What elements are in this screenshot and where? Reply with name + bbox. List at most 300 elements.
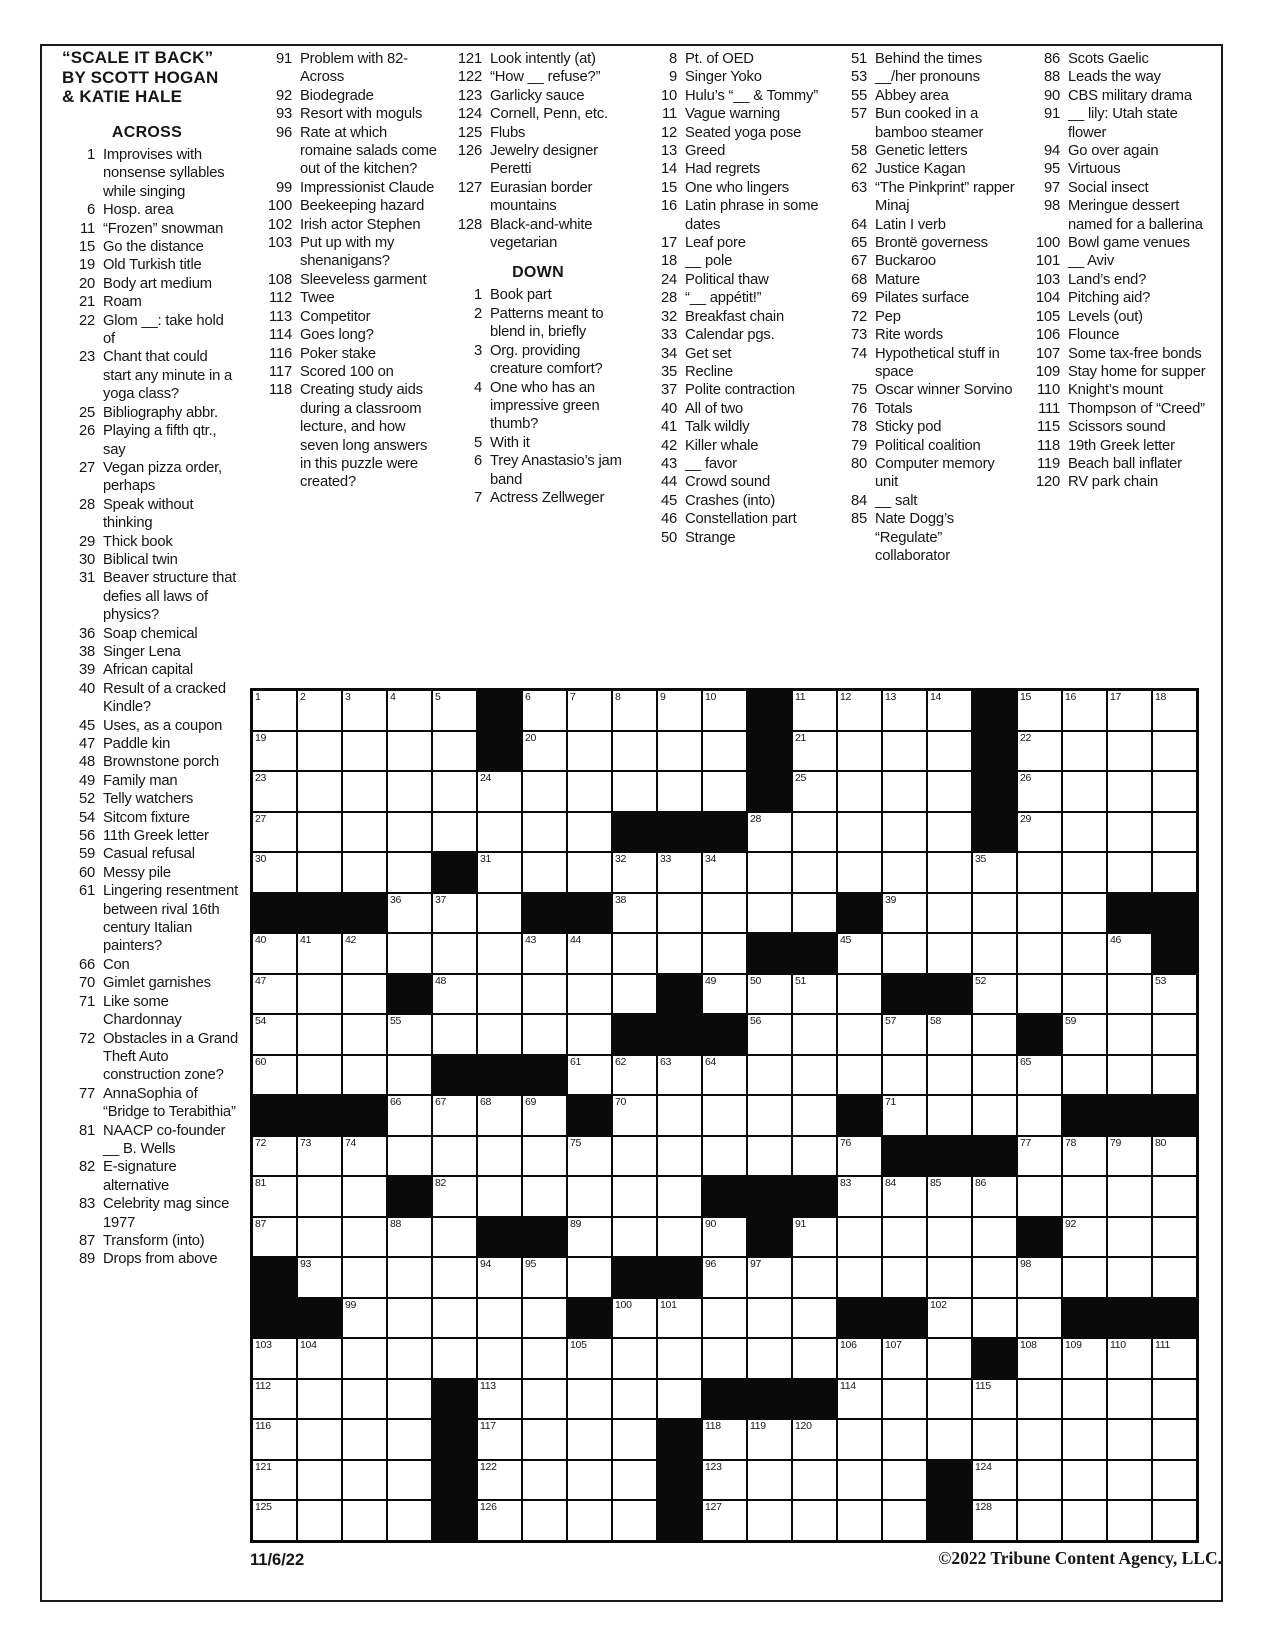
grid-cell[interactable] bbox=[1153, 1501, 1196, 1540]
grid-cell[interactable] bbox=[433, 1177, 476, 1216]
grid-cell[interactable] bbox=[973, 934, 1016, 973]
grid-cell[interactable] bbox=[1153, 1015, 1196, 1054]
grid-cell[interactable] bbox=[433, 1218, 476, 1257]
grid-cell[interactable] bbox=[478, 894, 521, 933]
grid-cell[interactable] bbox=[658, 1218, 701, 1257]
grid-cell[interactable] bbox=[748, 1501, 791, 1540]
grid-cell[interactable] bbox=[1108, 813, 1151, 852]
grid-cell[interactable] bbox=[928, 691, 971, 730]
grid-cell[interactable] bbox=[1018, 813, 1061, 852]
grid-cell[interactable] bbox=[478, 1380, 521, 1419]
grid-cell[interactable] bbox=[1108, 691, 1151, 730]
grid-cell[interactable] bbox=[253, 1137, 296, 1176]
grid-cell[interactable] bbox=[748, 1137, 791, 1176]
grid-cell[interactable] bbox=[1108, 853, 1151, 892]
grid-cell[interactable] bbox=[253, 732, 296, 771]
grid-cell[interactable] bbox=[343, 813, 386, 852]
grid-cell[interactable] bbox=[1018, 1420, 1061, 1459]
grid-cell[interactable] bbox=[703, 1461, 746, 1500]
grid-cell[interactable] bbox=[343, 732, 386, 771]
grid-cell[interactable] bbox=[298, 772, 341, 811]
grid-cell[interactable] bbox=[793, 1461, 836, 1500]
grid-cell[interactable] bbox=[343, 1339, 386, 1378]
grid-cell[interactable] bbox=[793, 1420, 836, 1459]
grid-cell[interactable] bbox=[1063, 813, 1106, 852]
grid-cell[interactable] bbox=[388, 732, 431, 771]
grid-cell[interactable] bbox=[568, 732, 611, 771]
grid-cell[interactable] bbox=[388, 1299, 431, 1338]
grid-cell[interactable] bbox=[793, 1096, 836, 1135]
grid-cell[interactable] bbox=[658, 772, 701, 811]
grid-cell[interactable] bbox=[478, 772, 521, 811]
grid-cell[interactable] bbox=[883, 1420, 926, 1459]
grid-cell[interactable] bbox=[703, 1299, 746, 1338]
grid-cell[interactable] bbox=[973, 1096, 1016, 1135]
grid-cell[interactable] bbox=[253, 1501, 296, 1540]
grid-cell[interactable] bbox=[703, 1339, 746, 1378]
grid-cell[interactable] bbox=[523, 1096, 566, 1135]
grid-cell[interactable] bbox=[343, 1299, 386, 1338]
grid-cell[interactable] bbox=[883, 853, 926, 892]
grid-cell[interactable] bbox=[928, 853, 971, 892]
grid-cell[interactable] bbox=[658, 1177, 701, 1216]
grid-cell[interactable] bbox=[1063, 934, 1106, 973]
grid-cell[interactable] bbox=[1108, 1258, 1151, 1297]
grid-cell[interactable] bbox=[703, 934, 746, 973]
grid-cell[interactable] bbox=[838, 1177, 881, 1216]
grid-cell[interactable] bbox=[253, 975, 296, 1014]
grid-cell[interactable] bbox=[478, 853, 521, 892]
grid-cell[interactable] bbox=[1063, 732, 1106, 771]
grid-cell[interactable] bbox=[658, 934, 701, 973]
grid-cell[interactable] bbox=[253, 1461, 296, 1500]
grid-cell[interactable] bbox=[883, 1380, 926, 1419]
grid-cell[interactable] bbox=[703, 1218, 746, 1257]
grid-cell[interactable] bbox=[388, 1015, 431, 1054]
grid-cell[interactable] bbox=[928, 934, 971, 973]
grid-cell[interactable] bbox=[478, 934, 521, 973]
grid-cell[interactable] bbox=[298, 853, 341, 892]
grid-cell[interactable] bbox=[973, 1015, 1016, 1054]
grid-cell[interactable] bbox=[1153, 1461, 1196, 1500]
grid-cell[interactable] bbox=[253, 1056, 296, 1095]
grid-cell[interactable] bbox=[388, 894, 431, 933]
grid-cell[interactable] bbox=[613, 1420, 656, 1459]
grid-cell[interactable] bbox=[793, 1339, 836, 1378]
grid-cell[interactable] bbox=[928, 1056, 971, 1095]
grid-cell[interactable] bbox=[298, 1218, 341, 1257]
grid-cell[interactable] bbox=[478, 1339, 521, 1378]
grid-cell[interactable] bbox=[928, 1177, 971, 1216]
grid-cell[interactable] bbox=[478, 975, 521, 1014]
grid-cell[interactable] bbox=[1018, 1137, 1061, 1176]
grid-cell[interactable] bbox=[703, 1501, 746, 1540]
grid-cell[interactable] bbox=[1108, 1339, 1151, 1378]
grid-cell[interactable] bbox=[523, 934, 566, 973]
grid-cell[interactable] bbox=[793, 1299, 836, 1338]
grid-cell[interactable] bbox=[883, 1096, 926, 1135]
grid-cell[interactable] bbox=[478, 1177, 521, 1216]
grid-cell[interactable] bbox=[568, 1137, 611, 1176]
grid-cell[interactable] bbox=[838, 691, 881, 730]
grid-cell[interactable] bbox=[1108, 1380, 1151, 1419]
grid-cell[interactable] bbox=[298, 1420, 341, 1459]
grid-cell[interactable] bbox=[658, 691, 701, 730]
grid-cell[interactable] bbox=[703, 894, 746, 933]
grid-cell[interactable] bbox=[793, 975, 836, 1014]
grid-cell[interactable] bbox=[748, 1015, 791, 1054]
grid-cell[interactable] bbox=[658, 1339, 701, 1378]
grid-cell[interactable] bbox=[928, 1096, 971, 1135]
grid-cell[interactable] bbox=[343, 1258, 386, 1297]
grid-cell[interactable] bbox=[1108, 1015, 1151, 1054]
grid-cell[interactable] bbox=[1153, 1380, 1196, 1419]
grid-cell[interactable] bbox=[973, 894, 1016, 933]
grid-cell[interactable] bbox=[568, 934, 611, 973]
grid-cell[interactable] bbox=[883, 1015, 926, 1054]
grid-cell[interactable] bbox=[703, 975, 746, 1014]
grid-cell[interactable] bbox=[883, 691, 926, 730]
grid-cell[interactable] bbox=[343, 1015, 386, 1054]
grid-cell[interactable] bbox=[658, 1380, 701, 1419]
grid-cell[interactable] bbox=[1018, 1096, 1061, 1135]
grid-cell[interactable] bbox=[388, 853, 431, 892]
grid-cell[interactable] bbox=[478, 1461, 521, 1500]
grid-cell[interactable] bbox=[478, 1137, 521, 1176]
grid-cell[interactable] bbox=[883, 732, 926, 771]
grid-cell[interactable] bbox=[388, 1096, 431, 1135]
grid-cell[interactable] bbox=[793, 1218, 836, 1257]
grid-cell[interactable] bbox=[568, 1339, 611, 1378]
grid-cell[interactable] bbox=[928, 732, 971, 771]
grid-cell[interactable] bbox=[388, 813, 431, 852]
grid-cell[interactable] bbox=[298, 1177, 341, 1216]
grid-cell[interactable] bbox=[838, 1218, 881, 1257]
grid-cell[interactable] bbox=[343, 1501, 386, 1540]
grid-cell[interactable] bbox=[1063, 1137, 1106, 1176]
grid-cell[interactable] bbox=[298, 1339, 341, 1378]
grid-cell[interactable] bbox=[433, 813, 476, 852]
grid-cell[interactable] bbox=[388, 772, 431, 811]
grid-cell[interactable] bbox=[793, 1258, 836, 1297]
grid-cell[interactable] bbox=[1153, 691, 1196, 730]
grid-cell[interactable] bbox=[433, 691, 476, 730]
grid-cell[interactable] bbox=[478, 1501, 521, 1540]
grid-cell[interactable] bbox=[298, 1015, 341, 1054]
grid-cell[interactable] bbox=[1153, 1258, 1196, 1297]
grid-cell[interactable] bbox=[973, 1056, 1016, 1095]
grid-cell[interactable] bbox=[523, 1299, 566, 1338]
grid-cell[interactable] bbox=[1153, 1420, 1196, 1459]
grid-cell[interactable] bbox=[1108, 732, 1151, 771]
grid-cell[interactable] bbox=[523, 1177, 566, 1216]
grid-cell[interactable] bbox=[433, 1258, 476, 1297]
grid-cell[interactable] bbox=[613, 1339, 656, 1378]
grid-cell[interactable] bbox=[838, 732, 881, 771]
grid-cell[interactable] bbox=[523, 853, 566, 892]
grid-cell[interactable] bbox=[523, 975, 566, 1014]
grid-cell[interactable] bbox=[973, 1380, 1016, 1419]
grid-cell[interactable] bbox=[793, 772, 836, 811]
grid-cell[interactable] bbox=[613, 1461, 656, 1500]
grid-cell[interactable] bbox=[1153, 1339, 1196, 1378]
grid-cell[interactable] bbox=[928, 772, 971, 811]
grid-cell[interactable] bbox=[523, 691, 566, 730]
grid-cell[interactable] bbox=[973, 1258, 1016, 1297]
grid-cell[interactable] bbox=[703, 732, 746, 771]
grid-cell[interactable] bbox=[523, 1501, 566, 1540]
grid-cell[interactable] bbox=[298, 1056, 341, 1095]
grid-cell[interactable] bbox=[883, 1339, 926, 1378]
grid-cell[interactable] bbox=[703, 772, 746, 811]
grid-cell[interactable] bbox=[568, 1177, 611, 1216]
grid-cell[interactable] bbox=[613, 1299, 656, 1338]
grid-cell[interactable] bbox=[523, 1380, 566, 1419]
grid-cell[interactable] bbox=[1063, 1380, 1106, 1419]
grid-cell[interactable] bbox=[883, 1218, 926, 1257]
grid-cell[interactable] bbox=[1018, 691, 1061, 730]
grid-cell[interactable] bbox=[613, 975, 656, 1014]
grid-cell[interactable] bbox=[658, 1056, 701, 1095]
grid-cell[interactable] bbox=[1153, 975, 1196, 1014]
grid-cell[interactable] bbox=[1108, 975, 1151, 1014]
grid-cell[interactable] bbox=[433, 1137, 476, 1176]
grid-cell[interactable] bbox=[1108, 1177, 1151, 1216]
grid-cell[interactable] bbox=[973, 975, 1016, 1014]
grid-cell[interactable] bbox=[748, 853, 791, 892]
grid-cell[interactable] bbox=[613, 1501, 656, 1540]
grid-cell[interactable] bbox=[1153, 1137, 1196, 1176]
grid-cell[interactable] bbox=[928, 1015, 971, 1054]
grid-cell[interactable] bbox=[1018, 1339, 1061, 1378]
grid-cell[interactable] bbox=[838, 813, 881, 852]
grid-cell[interactable] bbox=[568, 853, 611, 892]
grid-cell[interactable] bbox=[1153, 772, 1196, 811]
grid-cell[interactable] bbox=[253, 1339, 296, 1378]
grid-cell[interactable] bbox=[928, 813, 971, 852]
grid-cell[interactable] bbox=[703, 1420, 746, 1459]
grid-cell[interactable] bbox=[1108, 1056, 1151, 1095]
grid-cell[interactable] bbox=[298, 1137, 341, 1176]
grid-cell[interactable] bbox=[793, 732, 836, 771]
grid-cell[interactable] bbox=[523, 772, 566, 811]
grid-cell[interactable] bbox=[343, 1177, 386, 1216]
grid-cell[interactable] bbox=[973, 1177, 1016, 1216]
grid-cell[interactable] bbox=[1063, 894, 1106, 933]
grid-cell[interactable] bbox=[793, 1015, 836, 1054]
grid-cell[interactable] bbox=[838, 1380, 881, 1419]
grid-cell[interactable] bbox=[703, 1258, 746, 1297]
grid-cell[interactable] bbox=[253, 813, 296, 852]
grid-cell[interactable] bbox=[568, 813, 611, 852]
grid-cell[interactable] bbox=[253, 1218, 296, 1257]
grid-cell[interactable] bbox=[1063, 1258, 1106, 1297]
grid-cell[interactable] bbox=[253, 1380, 296, 1419]
grid-cell[interactable] bbox=[703, 1137, 746, 1176]
grid-cell[interactable] bbox=[343, 691, 386, 730]
grid-cell[interactable] bbox=[523, 1420, 566, 1459]
grid-cell[interactable] bbox=[343, 975, 386, 1014]
grid-cell[interactable] bbox=[298, 1380, 341, 1419]
grid-cell[interactable] bbox=[433, 1299, 476, 1338]
grid-cell[interactable] bbox=[748, 1299, 791, 1338]
grid-cell[interactable] bbox=[1108, 1137, 1151, 1176]
grid-cell[interactable] bbox=[793, 1137, 836, 1176]
grid-cell[interactable] bbox=[523, 1461, 566, 1500]
grid-cell[interactable] bbox=[703, 1096, 746, 1135]
grid-cell[interactable] bbox=[298, 1461, 341, 1500]
grid-cell[interactable] bbox=[388, 1461, 431, 1500]
grid-cell[interactable] bbox=[433, 772, 476, 811]
grid-cell[interactable] bbox=[1018, 1177, 1061, 1216]
grid-cell[interactable] bbox=[568, 772, 611, 811]
grid-cell[interactable] bbox=[298, 1501, 341, 1540]
grid-cell[interactable] bbox=[748, 1056, 791, 1095]
grid-cell[interactable] bbox=[883, 934, 926, 973]
grid-cell[interactable] bbox=[298, 1258, 341, 1297]
grid-cell[interactable] bbox=[298, 732, 341, 771]
grid-cell[interactable] bbox=[838, 772, 881, 811]
grid-cell[interactable] bbox=[343, 1380, 386, 1419]
grid-cell[interactable] bbox=[928, 1380, 971, 1419]
grid-cell[interactable] bbox=[613, 732, 656, 771]
grid-cell[interactable] bbox=[253, 1177, 296, 1216]
grid-cell[interactable] bbox=[613, 1218, 656, 1257]
grid-cell[interactable] bbox=[388, 934, 431, 973]
grid-cell[interactable] bbox=[748, 1096, 791, 1135]
grid-cell[interactable] bbox=[1018, 1380, 1061, 1419]
grid-cell[interactable] bbox=[298, 975, 341, 1014]
grid-cell[interactable] bbox=[478, 1015, 521, 1054]
grid-cell[interactable] bbox=[253, 853, 296, 892]
grid-cell[interactable] bbox=[838, 1015, 881, 1054]
grid-cell[interactable] bbox=[523, 1339, 566, 1378]
grid-cell[interactable] bbox=[1153, 853, 1196, 892]
grid-cell[interactable] bbox=[343, 853, 386, 892]
grid-cell[interactable] bbox=[883, 772, 926, 811]
grid-cell[interactable] bbox=[253, 934, 296, 973]
grid-cell[interactable] bbox=[388, 1056, 431, 1095]
grid-cell[interactable] bbox=[433, 1339, 476, 1378]
grid-cell[interactable] bbox=[433, 732, 476, 771]
grid-cell[interactable] bbox=[388, 1137, 431, 1176]
grid-cell[interactable] bbox=[523, 1137, 566, 1176]
grid-cell[interactable] bbox=[343, 1056, 386, 1095]
grid-cell[interactable] bbox=[298, 934, 341, 973]
grid-cell[interactable] bbox=[343, 1461, 386, 1500]
grid-cell[interactable] bbox=[748, 894, 791, 933]
grid-cell[interactable] bbox=[793, 813, 836, 852]
grid-cell[interactable] bbox=[478, 813, 521, 852]
grid-cell[interactable] bbox=[973, 1420, 1016, 1459]
grid-cell[interactable] bbox=[838, 1056, 881, 1095]
grid-cell[interactable] bbox=[658, 1137, 701, 1176]
grid-cell[interactable] bbox=[388, 691, 431, 730]
grid-cell[interactable] bbox=[613, 1177, 656, 1216]
grid-cell[interactable] bbox=[1063, 1339, 1106, 1378]
grid-cell[interactable] bbox=[1018, 853, 1061, 892]
grid-cell[interactable] bbox=[838, 1258, 881, 1297]
grid-cell[interactable] bbox=[568, 691, 611, 730]
grid-cell[interactable] bbox=[568, 1218, 611, 1257]
grid-cell[interactable] bbox=[433, 1096, 476, 1135]
grid-cell[interactable] bbox=[838, 1461, 881, 1500]
grid-cell[interactable] bbox=[1153, 732, 1196, 771]
grid-cell[interactable] bbox=[478, 1258, 521, 1297]
grid-cell[interactable] bbox=[613, 1380, 656, 1419]
grid-cell[interactable] bbox=[1063, 1501, 1106, 1540]
grid-cell[interactable] bbox=[1063, 772, 1106, 811]
grid-cell[interactable] bbox=[793, 853, 836, 892]
grid-cell[interactable] bbox=[838, 1501, 881, 1540]
grid-cell[interactable] bbox=[433, 975, 476, 1014]
grid-cell[interactable] bbox=[883, 1258, 926, 1297]
grid-cell[interactable] bbox=[1018, 772, 1061, 811]
grid-cell[interactable] bbox=[253, 1015, 296, 1054]
grid-cell[interactable] bbox=[658, 853, 701, 892]
grid-cell[interactable] bbox=[568, 1015, 611, 1054]
grid-cell[interactable] bbox=[568, 1258, 611, 1297]
grid-cell[interactable] bbox=[1063, 1015, 1106, 1054]
grid-cell[interactable] bbox=[748, 1258, 791, 1297]
grid-cell[interactable] bbox=[568, 1420, 611, 1459]
grid-cell[interactable] bbox=[478, 1420, 521, 1459]
grid-cell[interactable] bbox=[1153, 1177, 1196, 1216]
grid-cell[interactable] bbox=[1108, 1461, 1151, 1500]
grid-cell[interactable] bbox=[973, 1501, 1016, 1540]
grid-cell[interactable] bbox=[838, 934, 881, 973]
grid-cell[interactable] bbox=[568, 1380, 611, 1419]
grid-cell[interactable] bbox=[793, 691, 836, 730]
grid-cell[interactable] bbox=[1153, 813, 1196, 852]
grid-cell[interactable] bbox=[1063, 1420, 1106, 1459]
grid-cell[interactable] bbox=[973, 1299, 1016, 1338]
grid-cell[interactable] bbox=[253, 691, 296, 730]
grid-cell[interactable] bbox=[343, 772, 386, 811]
grid-cell[interactable] bbox=[928, 1218, 971, 1257]
grid-cell[interactable] bbox=[1108, 772, 1151, 811]
grid-cell[interactable] bbox=[1018, 1056, 1061, 1095]
grid-cell[interactable] bbox=[883, 1056, 926, 1095]
grid-cell[interactable] bbox=[748, 1461, 791, 1500]
grid-cell[interactable] bbox=[388, 1380, 431, 1419]
grid-cell[interactable] bbox=[838, 975, 881, 1014]
grid-cell[interactable] bbox=[838, 1137, 881, 1176]
grid-cell[interactable] bbox=[343, 1137, 386, 1176]
grid-cell[interactable] bbox=[928, 894, 971, 933]
grid-cell[interactable] bbox=[1063, 975, 1106, 1014]
grid-cell[interactable] bbox=[928, 1339, 971, 1378]
grid-cell[interactable] bbox=[1153, 1218, 1196, 1257]
grid-cell[interactable] bbox=[1108, 934, 1151, 973]
grid-cell[interactable] bbox=[613, 934, 656, 973]
grid-cell[interactable] bbox=[838, 853, 881, 892]
grid-cell[interactable] bbox=[838, 1339, 881, 1378]
grid-cell[interactable] bbox=[883, 894, 926, 933]
grid-cell[interactable] bbox=[703, 1056, 746, 1095]
grid-cell[interactable] bbox=[613, 772, 656, 811]
grid-cell[interactable] bbox=[703, 691, 746, 730]
grid-cell[interactable] bbox=[388, 1339, 431, 1378]
grid-cell[interactable] bbox=[658, 1096, 701, 1135]
grid-cell[interactable] bbox=[793, 1501, 836, 1540]
grid-cell[interactable] bbox=[1018, 1299, 1061, 1338]
grid-cell[interactable] bbox=[1063, 853, 1106, 892]
grid-cell[interactable] bbox=[928, 1258, 971, 1297]
grid-cell[interactable] bbox=[1063, 1056, 1106, 1095]
grid-cell[interactable] bbox=[613, 1137, 656, 1176]
grid-cell[interactable] bbox=[748, 813, 791, 852]
